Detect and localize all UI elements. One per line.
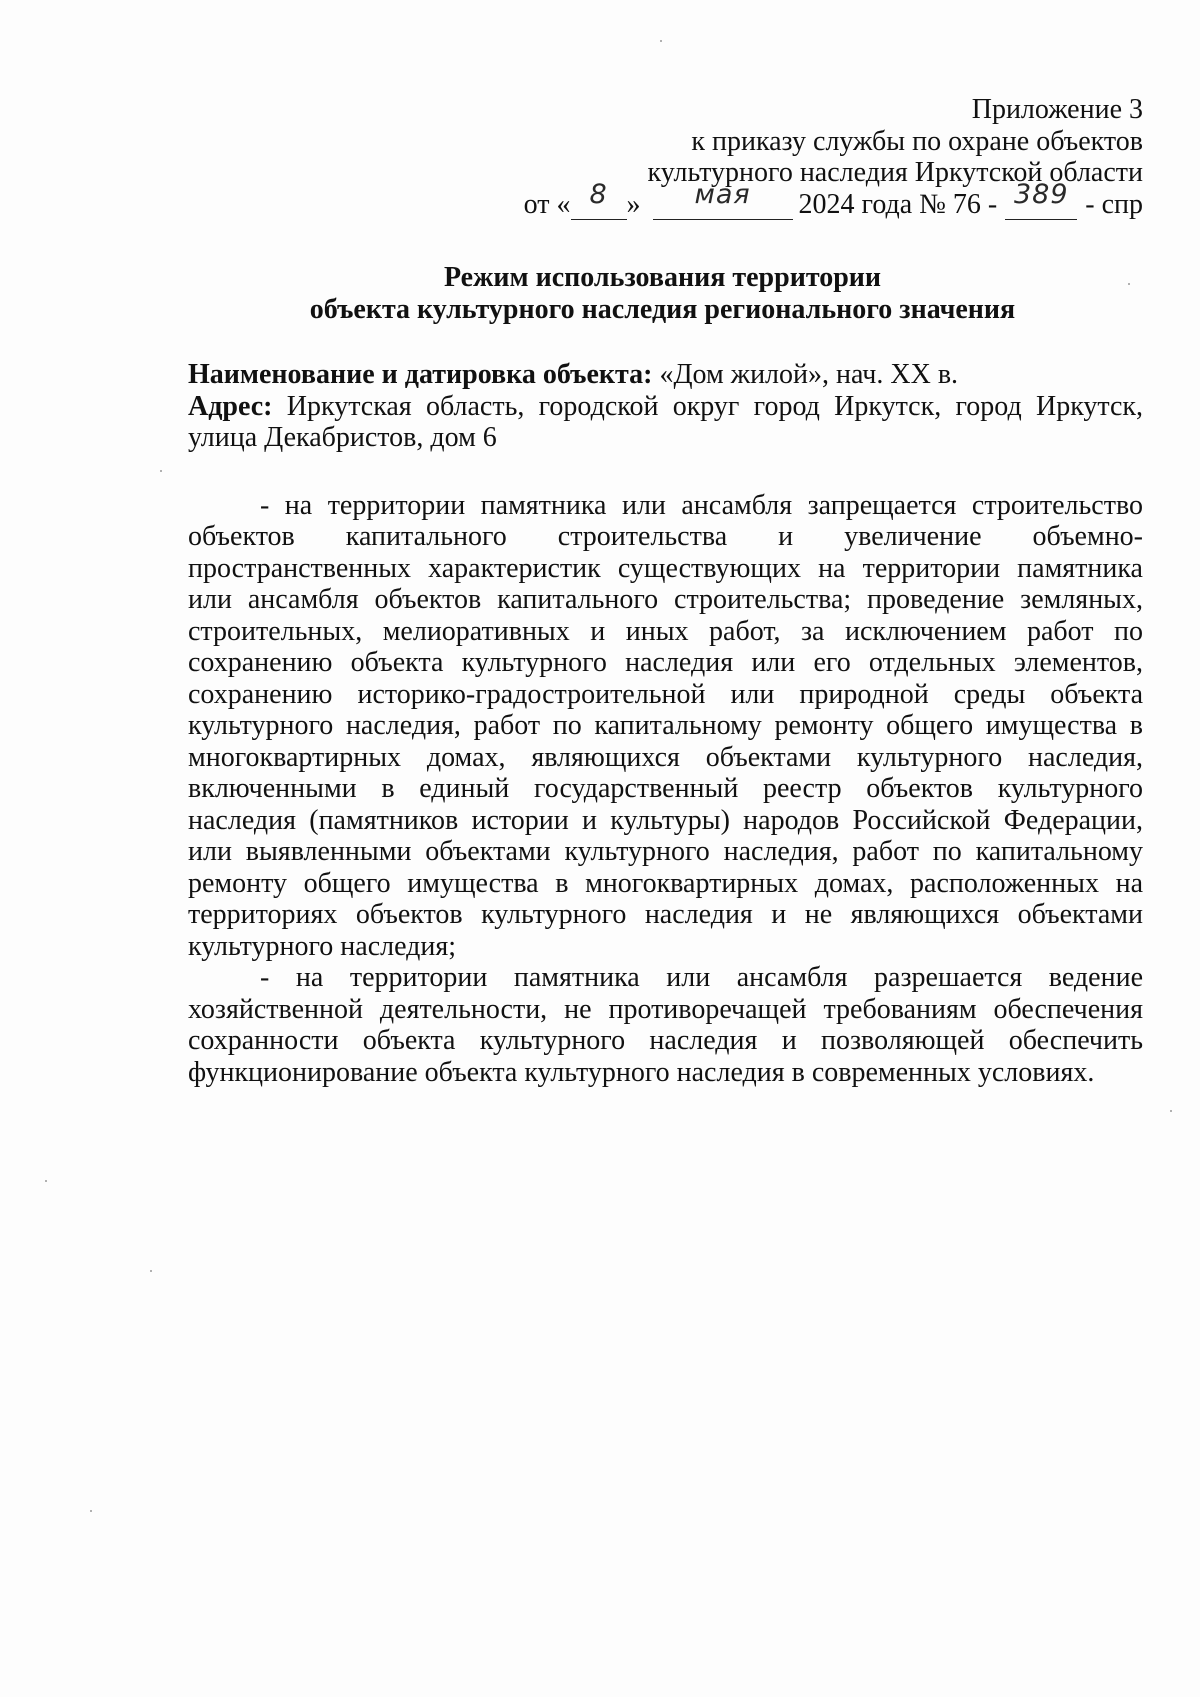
title-line-2: объекта культурного наследия регионального значения: [309, 293, 1016, 325]
regime-permission-paragraph: - на территории памятника или ансамбля разрешается ведение хозяйственной деятельности, не противоречащей требованиям обеспечения сохранности объекта культурного наследия и позволяющей обеспечить функционирование объекта культурного наследия в современных условиях.: [188, 962, 1143, 1088]
appendix-date-line: [188, 179, 1143, 221]
object-name-label: Наименование и датировка объекта:: [188, 359, 653, 390]
order-number-handwritten: 389: [1013, 179, 1069, 210]
date-mid: »: [626, 188, 641, 220]
title-line-1: Режим использования территории: [443, 262, 882, 293]
scan-speck: [160, 470, 162, 472]
scan-speck: [45, 1180, 47, 1182]
object-info: [188, 359, 1143, 454]
document-title: [182, 262, 1143, 325]
appendix-order-ref: к приказу службы по охране объектов: [691, 125, 1143, 157]
object-name-value: «Дом жилой», нач. XX в.: [659, 359, 959, 390]
scan-speck: [660, 40, 662, 42]
object-address-label: Адрес:: [188, 390, 273, 422]
order-number-blank: [1005, 179, 1077, 220]
appendix-header: [188, 94, 1143, 220]
scan-speck: [150, 1270, 152, 1272]
appendix-number: Приложение 3: [971, 94, 1143, 125]
date-day-handwritten: 8: [589, 179, 608, 210]
date-year-text: 2024 года № 76 -: [798, 188, 998, 220]
document-content: [188, 90, 1143, 1088]
appendix-agency: культурного наследия Иркутской области: [647, 157, 1143, 188]
date-day-blank: [571, 179, 627, 220]
regime-requirements: [188, 490, 1143, 1089]
scan-speck: [1170, 1110, 1172, 1112]
date-prefix: от «: [523, 188, 571, 220]
regime-prohibition-paragraph: - на территории памятника или ансамбля запрещается строительство объектов капитального строительства и увеличение объемно-пространственных характеристик существующих на территории памятника или ансамбля объектов капитального строительства; проведение земляных, строительных, мелиоративных и иных работ, за исключением работ по сохранению объекта культурного наследия или его отдельных элементов, сохранению историко-градостроительной или природной среды объекта культурного наследия, работ по капитальному ремонту общего имущества в многоквартирных домах, являющихся объектами культурного наследия, включенными в единый государственный реестр объектов культурного наследия (памятников истории и культуры) народов Российской Федерации, или выявленными объектами культурного наследия, работ по капитальному ремонту общего имущества в многоквартирных домах, расположенных на территориях объектов культурного наследия и не являющихся объектами культурного наследия;: [188, 489, 1143, 962]
date-suffix: - спр: [1085, 188, 1143, 220]
date-month-handwritten: мая: [694, 179, 751, 210]
date-month-blank: [653, 179, 793, 220]
scan-speck: [90, 1510, 92, 1512]
object-address-row: [188, 391, 1143, 454]
object-address-value: Иркутская область, городской округ город Иркутск, город Иркутск, улица Декабристов, дом 6: [188, 390, 1144, 453]
scan-speck: [1128, 283, 1130, 285]
object-name-row: [188, 359, 1143, 391]
